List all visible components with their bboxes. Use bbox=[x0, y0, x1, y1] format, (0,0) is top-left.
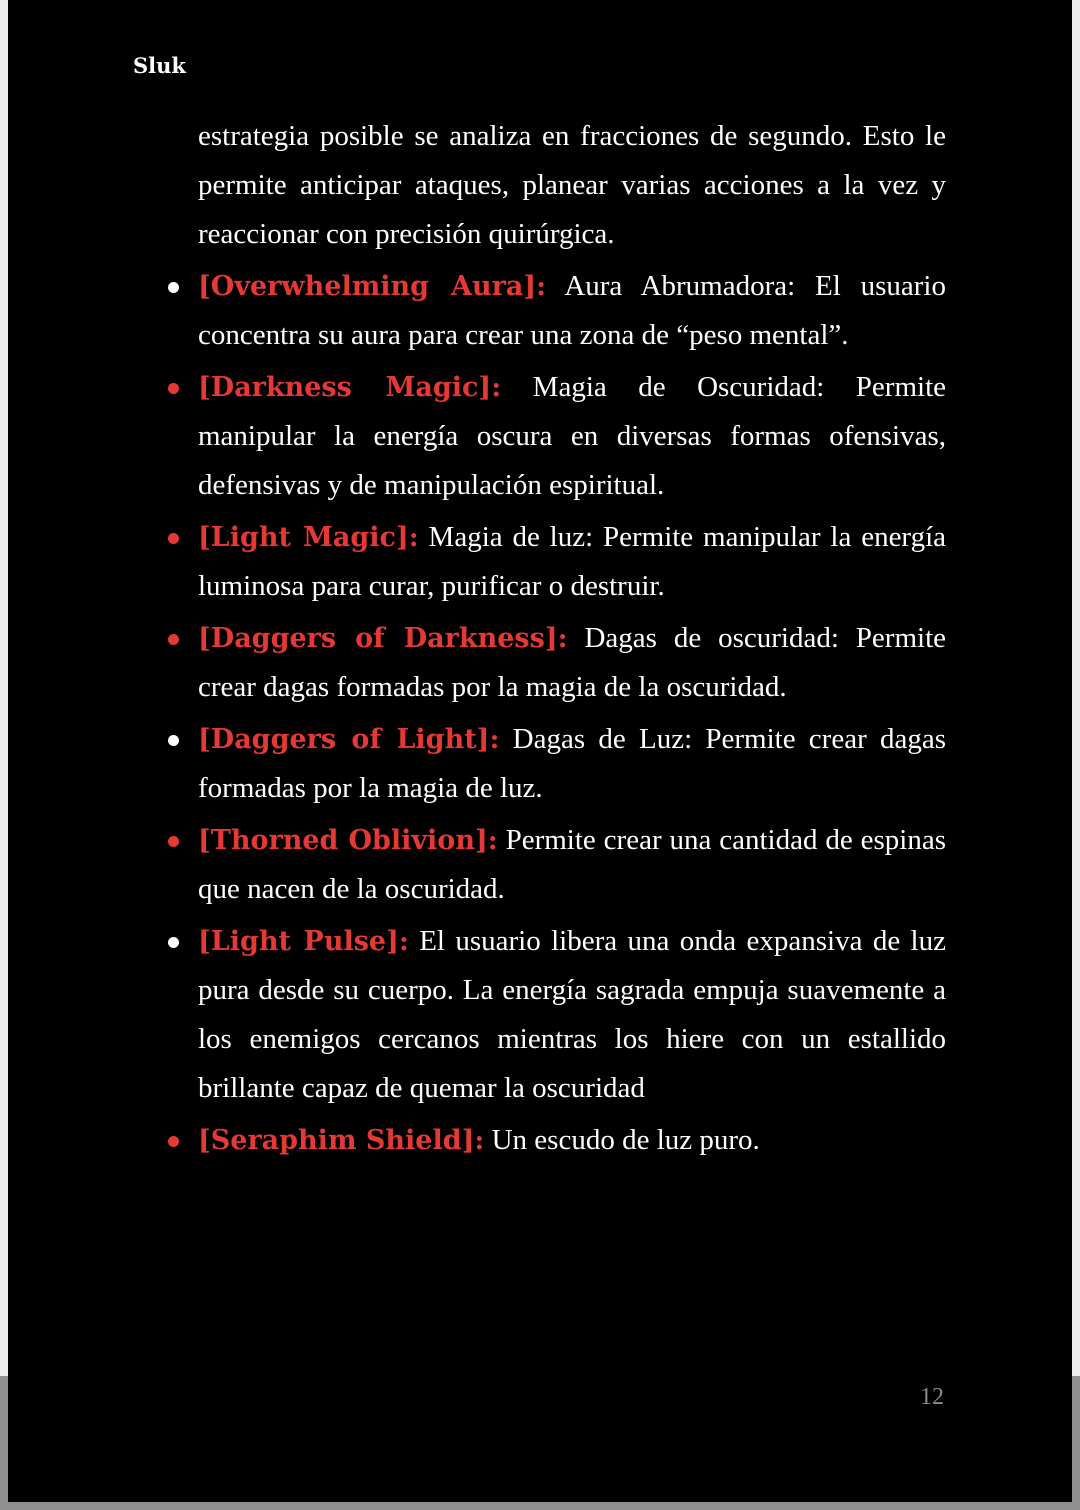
page-number: 12 bbox=[920, 1384, 944, 1410]
skill-item bbox=[198, 712, 946, 813]
skill-name: [Overwhelming Aura]: bbox=[198, 271, 547, 302]
skill-item bbox=[198, 1113, 946, 1165]
skill-list bbox=[198, 259, 946, 1165]
continuation-paragraph: estrategia posible se analiza en fracciones de segundo. Esto le permite anticipar ataques, planear varias acciones a la vez y reaccionar con precisión quirúrgica. bbox=[198, 120, 946, 250]
bullet-icon bbox=[168, 363, 180, 412]
skill-name: [Light Magic]: bbox=[198, 522, 419, 553]
skill-name: [Light Pulse]: bbox=[198, 926, 409, 957]
bullet-icon bbox=[168, 917, 180, 966]
skill-description: Magia de luz: Permite manipular la energía luminosa para curar, purificar o destruir. bbox=[198, 521, 946, 602]
skill-item bbox=[198, 259, 946, 360]
bullet-icon bbox=[168, 816, 180, 865]
bullet-icon bbox=[168, 1116, 180, 1165]
skill-item bbox=[198, 813, 946, 914]
page-content bbox=[198, 112, 946, 1165]
skill-item bbox=[198, 360, 946, 510]
skill-description: Dagas de oscuridad: Permite crear dagas formadas por la magia de la oscuridad. bbox=[198, 622, 947, 703]
skill-name: [Darkness Magic]: bbox=[198, 372, 502, 403]
page-header: Sluk bbox=[133, 53, 186, 78]
skill-description: Aura Abrumadora: El usuario concentra su aura para crear una zona de “peso mental”. bbox=[198, 270, 946, 351]
skill-item bbox=[198, 510, 946, 611]
document-page bbox=[8, 0, 1072, 1502]
bullet-icon bbox=[168, 614, 180, 663]
skill-description: Un escudo de luz puro. bbox=[491, 1124, 760, 1156]
skill-name: [Daggers of Darkness]: bbox=[198, 623, 568, 654]
bullet-icon bbox=[168, 262, 180, 311]
skill-name: [Daggers of Light]: bbox=[198, 724, 500, 755]
skill-description: Dagas de Luz: Permite crear dagas formadas por la magia de luz. bbox=[198, 723, 947, 804]
skill-item bbox=[198, 914, 946, 1113]
skill-description: El usuario libera una onda expansiva de luz pura desde su cuerpo. La energía sagrada empuja suavemente a los enemigos cercanos mientras los hiere con un estallido brillante capaz de quemar la oscuridad bbox=[198, 925, 946, 1104]
skill-name: [Thorned Oblivion]: bbox=[198, 825, 498, 856]
skill-description: Permite crear una cantidad de espinas que nacen de la oscuridad. bbox=[198, 824, 946, 905]
bullet-icon bbox=[168, 513, 180, 562]
skill-name: [Seraphim Shield]: bbox=[198, 1125, 485, 1156]
bullet-icon bbox=[168, 715, 180, 764]
skill-item bbox=[198, 611, 946, 712]
skill-description: Magia de Oscuridad: Permite manipular la energía oscura en diversas formas ofensivas, defensivas y de manipulación espiritual. bbox=[198, 371, 947, 501]
